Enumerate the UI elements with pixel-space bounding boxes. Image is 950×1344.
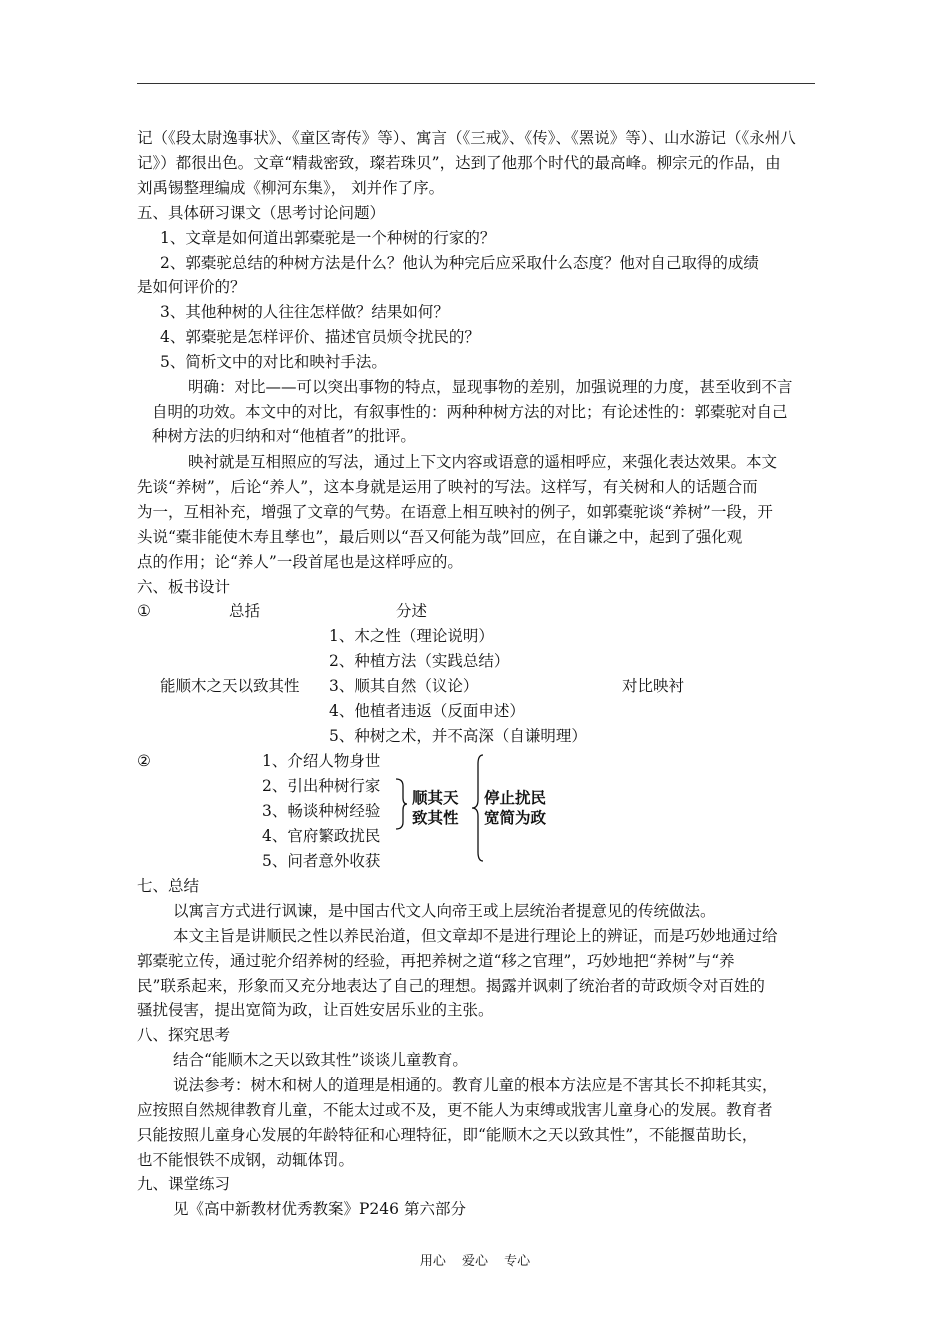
section-7-heading: 七、总结: [137, 877, 200, 895]
brace-right: [465, 754, 485, 862]
summary-para-1: 以寓言方式进行讽谏，是中国古代文人向帝王或上层统治者提意见的传统做法。: [173, 902, 716, 920]
board2-right-line-2: 宽简为政: [484, 809, 547, 827]
explore-line-1: 说法参考：树木和树人的道理是相通的。教育儿童的根本方法应是不害其长不抑耗其实，: [173, 1076, 778, 1094]
footer-text-3: 专心: [504, 1254, 531, 1269]
practice-reference: 见《高中新教材优秀教案》P246 第六部分: [173, 1200, 466, 1218]
board2-mid-line-2: 致其性: [412, 809, 459, 827]
contrast-line-4: 头说“橐非能使木寿且孳也”，最后则以“吾又何能为哉”回应，在自谦之中，起到了强化观: [137, 528, 743, 546]
board1-item-5: 5、种树之术，并不高深（自谦明理）: [329, 727, 587, 745]
board2-item-3: 3、畅谈种树经验: [262, 802, 381, 820]
explore-line-2: 应按照自然规律教育儿童，不能太过或不及，更不能人为束缚或戕害儿童身心的发展。教育者: [137, 1101, 773, 1119]
intro-line-1: 记（《段太尉逸事状》、《童区寄传》等）、寓言（《三戒》、《传》、《罴说》等）、山水游记（《永州八: [137, 129, 796, 147]
brace-left: [392, 778, 408, 830]
page-footer: [0, 1250, 950, 1269]
clarify-line-3: 种树方法的归纳和对“他植者”的批评。: [152, 427, 416, 445]
board-marker-1: ①: [137, 602, 151, 620]
section-6-heading: 六、板书设计: [137, 578, 231, 596]
summary-line-2: 郭橐驼立传，通过驼介绍养树的经验，再把养树之道“移之官理”，巧妙地把“养树”与“养: [137, 952, 735, 970]
board2-item-1: 1、介绍人物身世: [262, 752, 381, 770]
board2-item-2: 2、引出种树行家: [262, 777, 381, 795]
question-2-line-1: 2、郭橐驼总结的种树方法是什么？他认为种完后应采取什么态度？他对自己取得的成绩: [160, 254, 759, 272]
question-4: 4、郭橐驼是怎样评价、描述官员烦令扰民的？: [160, 328, 480, 346]
intro-line-2: 记》）都很出色。文章“精裁密致，璨若珠贝”，达到了他那个时代的最高峰。柳宗元的作品，由: [137, 154, 781, 172]
question-5: 5、简析文中的对比和映衬手法。: [160, 353, 387, 371]
board-detail-label: 分述: [396, 602, 428, 620]
contrast-line-3: 为一，互相补充，增强了文章的气势。在语意上相互映衬的例子，如郭橐驼谈“养树”一段，开: [137, 503, 773, 521]
section-5-heading: 五、具体研习课文（思考讨论问题）: [137, 204, 386, 222]
board1-item-1: 1、木之性（理论说明）: [329, 627, 494, 645]
board1-item-3: 3、顺其自然（议论）: [329, 677, 479, 695]
board1-left-label: 能顺木之天以致其性: [160, 677, 300, 695]
board2-mid-line-1: 顺其天: [412, 789, 459, 807]
explore-line-3: 只能按照儿童身心发展的年龄特征和心理特征，即“能顺木之天以致其性”，不能揠苗助长，: [137, 1126, 758, 1144]
board1-item-4: 4、他植者违返（反面申述）: [329, 702, 525, 720]
board2-right-line-1: 停止扰民: [484, 789, 547, 807]
summary-line-3: 民”联系起来，形象而又充分地表达了自己的理想。揭露并讽刺了统治者的苛政烦令对百姓的: [137, 977, 765, 995]
contrast-line-5: 点的作用；论“养人”一段首尾也是这样呼应的。: [137, 553, 463, 571]
question-1: 1、文章是如何道出郭橐驼是一个种树的行家的？: [160, 229, 496, 247]
summary-line-4: 骚扰侵害，提出宽简为政，让百姓安居乐业的主张。: [137, 1001, 494, 1019]
clarify-line-1: 明确：对比——可以突出事物的特点，显现事物的差别，加强说理的力度，甚至收到不言: [188, 378, 793, 396]
section-8-heading: 八、探究思考: [137, 1026, 231, 1044]
explore-prompt: 结合“能顺木之天以致其性”谈谈儿童教育。: [173, 1051, 468, 1069]
board2-item-5: 5、问者意外收获: [262, 852, 381, 870]
board-summary-label: 总括: [229, 602, 261, 620]
contrast-line-1: 映衬就是互相照应的写法，通过上下文内容或语意的遥相呼应，来强化表达效果。本文: [188, 453, 778, 471]
intro-line-3: 刘禹锡整理编成《柳河东集》， 刘并作了序。: [137, 179, 445, 197]
board1-right-label: 对比映衬: [622, 677, 685, 695]
footer-text-2: 爱心: [461, 1254, 488, 1269]
footer-text-1: 用心: [419, 1254, 446, 1269]
board1-item-2: 2、种植方法（实践总结）: [329, 652, 510, 670]
question-2-line-2: 是如何评价的？: [137, 278, 246, 296]
section-9-heading: 九、课堂练习: [137, 1175, 231, 1193]
question-3: 3、其他种树的人往往怎样做？结果如何？: [160, 303, 449, 321]
header-rule: [137, 83, 815, 84]
board2-item-4: 4、官府繁政扰民: [262, 827, 381, 845]
board-marker-2: ②: [137, 752, 151, 770]
clarify-line-2: 自明的功效。本文中的对比，有叙事性的：两种种树方法的对比；有论述性的：郭橐驼对自己: [152, 403, 788, 421]
contrast-line-2: 先谈“养树”，后论“养人”，这本身就是运用了映衬的写法。这样写，有关树和人的话题合而: [137, 478, 758, 496]
summary-line-1: 本文主旨是讲顺民之性以养民治道，但文章却不是进行理论上的辨证，而是巧妙地通过给: [173, 927, 778, 945]
explore-line-4: 也不能恨铁不成钢，动辄体罚。: [137, 1151, 355, 1169]
